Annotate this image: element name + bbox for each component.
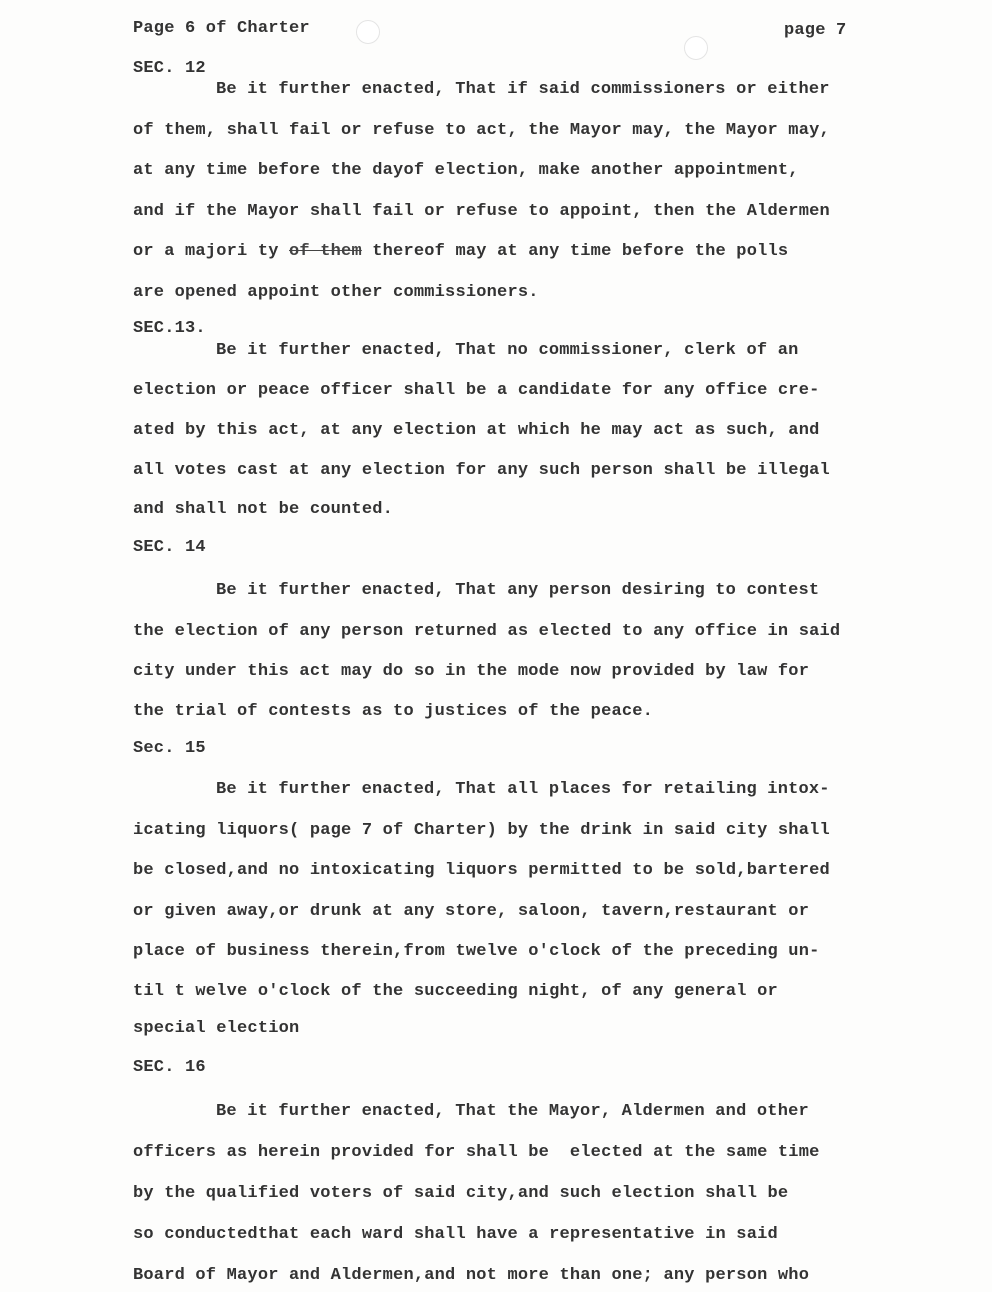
text-line: Be it further enacted, That if said commissioners or either — [216, 80, 830, 99]
section-heading: SEC. 16 — [133, 1058, 206, 1077]
text-line: Be it further enacted, That the Mayor, Aldermen and other — [216, 1102, 809, 1121]
text-line: ated by this act, at any election at which he may act as such, and — [133, 421, 820, 440]
text-line: til t welve o'clock of the succeeding night, of any general or — [133, 982, 778, 1001]
punch-hole — [356, 20, 380, 44]
text-line: the election of any person returned as elected to any office in said — [133, 622, 841, 641]
text-line: Be it further enacted, That no commissioner, clerk of an — [216, 341, 799, 360]
text-line: Be it further enacted, That any person desiring to contest — [216, 581, 820, 600]
text-line: icating liquors( page 7 of Charter) by the drink in said city shall — [133, 821, 830, 840]
text-line: or a majori ty of them thereof may at any time before the polls — [133, 242, 789, 261]
text-line: or given away,or drunk at any store, saloon, tavern,restaurant or — [133, 902, 810, 921]
text-line: officers as herein provided for shall be elected at the same time — [133, 1143, 820, 1162]
text-line: special election — [133, 1019, 300, 1038]
header-right: page 7 — [784, 21, 847, 40]
header-left: Page 6 of Charter — [133, 19, 310, 38]
text-line: Be it further enacted, That all places for retailing intox- — [216, 780, 830, 799]
text-line: all votes cast at any election for any such person shall be illegal — [133, 461, 830, 480]
text-line: place of business therein,from twelve o'clock of the preceding un- — [133, 942, 820, 961]
text-line: Board of Mayor and Aldermen,and not more than one; any person who — [133, 1266, 810, 1285]
text-line: at any time before the dayof election, make another appointment, — [133, 161, 799, 180]
section-heading: SEC.13. — [133, 319, 206, 338]
struck-text: of them — [289, 242, 362, 261]
text-line: and if the Mayor shall fail or refuse to appoint, then the Aldermen — [133, 202, 830, 221]
text-line: election or peace officer shall be a candidate for any office cre- — [133, 381, 820, 400]
section-heading: SEC. 12 — [133, 59, 206, 78]
punch-hole — [684, 36, 708, 60]
text-line: the trial of contests as to justices of the peace. — [133, 702, 654, 721]
text-line: and shall not be counted. — [133, 500, 394, 519]
text-line: are opened appoint other commissioners. — [133, 283, 539, 302]
section-heading: Sec. 15 — [133, 739, 206, 758]
text-line: so conductedthat each ward shall have a representative in said — [133, 1225, 778, 1244]
text-line: of them, shall fail or refuse to act, the Mayor may, the Mayor may, — [133, 121, 830, 140]
text-line: city under this act may do so in the mode now provided by law for — [133, 662, 810, 681]
section-heading: SEC. 14 — [133, 538, 206, 557]
text-line: by the qualified voters of said city,and such election shall be — [133, 1184, 789, 1203]
text-line: be closed,and no intoxicating liquors permitted to be sold,bartered — [133, 861, 830, 880]
